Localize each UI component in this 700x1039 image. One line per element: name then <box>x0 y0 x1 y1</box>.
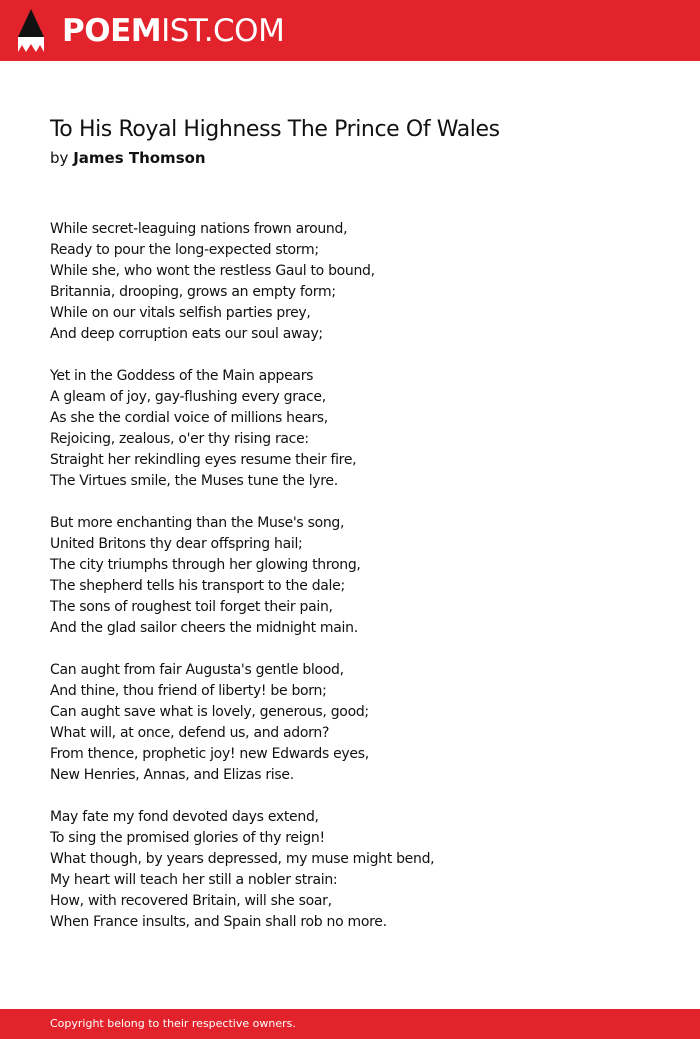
poem-line: Britannia, drooping, grows an empty form; <box>50 284 336 300</box>
poem-line: While she, who wont the restless Gaul to bound, <box>50 263 375 279</box>
poem-line: Can aught save what is lovely, generous, good; <box>50 704 369 720</box>
poem-line: How, with recovered Britain, will she soar, <box>50 893 332 909</box>
poem-line: My heart will teach her still a nobler strain: <box>50 872 338 888</box>
byline <box>50 149 206 167</box>
poem-line: And thine, thou friend of liberty! be born; <box>50 683 327 699</box>
poem-line: And deep corruption eats our soul away; <box>50 326 323 342</box>
stanza <box>50 219 650 345</box>
poem-line: The shepherd tells his transport to the dale; <box>50 578 345 594</box>
poem-line: New Henries, Annas, and Elizas rise. <box>50 767 294 783</box>
poem-line: The sons of roughest toil forget their pain, <box>50 599 333 615</box>
poem-body <box>50 219 650 954</box>
poem-line: Can aught from fair Augusta's gentle blood, <box>50 662 344 678</box>
poem-line: Yet in the Goddess of the Main appears <box>50 368 314 384</box>
pen-nib-icon[interactable] <box>17 9 45 52</box>
poem-line: To sing the promised glories of thy reign! <box>50 830 325 846</box>
stanza <box>50 807 650 933</box>
site-header <box>0 0 700 61</box>
author-name: James Thomson <box>73 149 206 167</box>
poem-line: While on our vitals selfish parties prey, <box>50 305 311 321</box>
poem-line: A gleam of joy, gay-flushing every grace, <box>50 389 326 405</box>
poem-title: To His Royal Highness The Prince Of Wales <box>50 117 500 142</box>
logo-light-text: IST.COM <box>161 13 285 49</box>
poem-line: From thence, prophetic joy! new Edwards eyes, <box>50 746 369 762</box>
stanza <box>50 660 650 786</box>
poem-line: Rejoicing, zealous, o'er thy rising race: <box>50 431 309 447</box>
poem-line: When France insults, and Spain shall rob no more. <box>50 914 387 930</box>
poem-line: The city triumphs through her glowing throng, <box>50 557 361 573</box>
site-logo[interactable] <box>62 11 284 51</box>
by-label: by <box>50 149 69 167</box>
poem-line: What though, by years depressed, my muse might bend, <box>50 851 435 867</box>
poem-line: While secret-leaguing nations frown around, <box>50 221 348 237</box>
poem-line: And the glad sailor cheers the midnight main. <box>50 620 358 636</box>
poem-line: What will, at once, defend us, and adorn? <box>50 725 330 741</box>
copyright-text: Copyright belong to their respective owners. <box>50 1017 296 1030</box>
logo-bold-text: POEM <box>62 13 162 49</box>
stanza <box>50 366 650 492</box>
poem-line: But more enchanting than the Muse's song, <box>50 515 345 531</box>
poem-line: Straight her rekindling eyes resume their fire, <box>50 452 357 468</box>
site-footer <box>0 1009 700 1039</box>
poem-line: May fate my fond devoted days extend, <box>50 809 319 825</box>
stanza <box>50 513 650 639</box>
poem-line: Ready to pour the long-expected storm; <box>50 242 319 258</box>
poem-line: As she the cordial voice of millions hears, <box>50 410 328 426</box>
poem-line: United Britons thy dear offspring hail; <box>50 536 303 552</box>
poem-line: The Virtues smile, the Muses tune the lyre. <box>50 473 338 489</box>
